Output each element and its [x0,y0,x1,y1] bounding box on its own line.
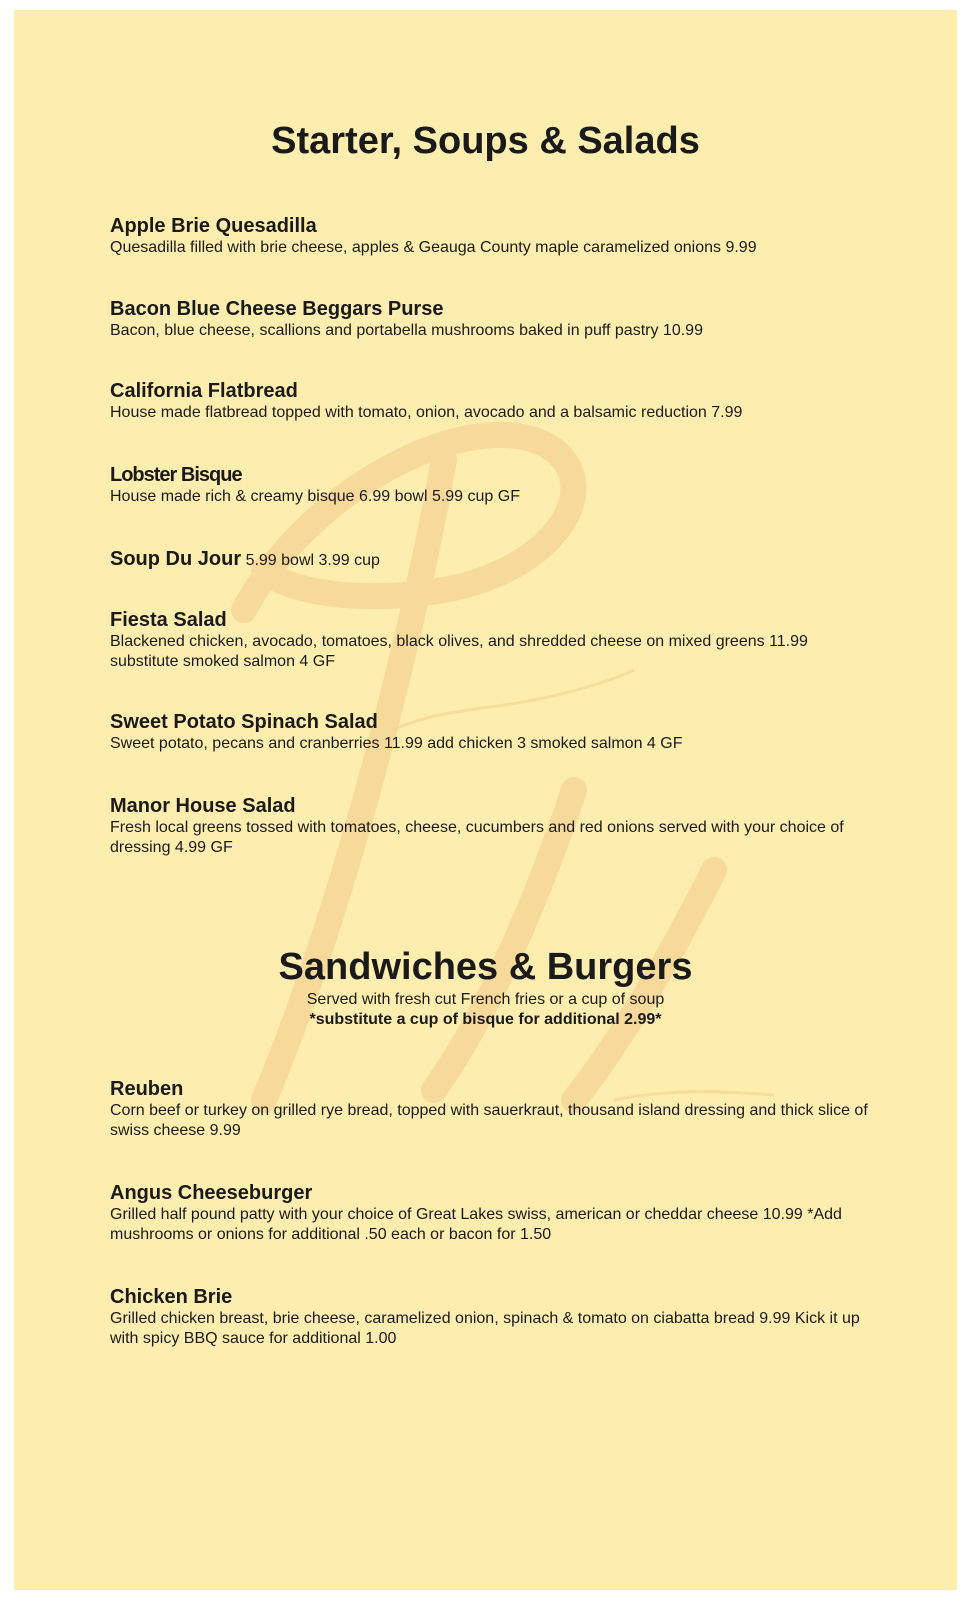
menu-item [110,297,870,341]
item-name: Manor House Salad [110,795,296,817]
item-name: California Flatbread [110,380,298,402]
menu-item [110,1181,870,1245]
menu-item [110,214,870,258]
item-name: Sweet Potato Spinach Salad [110,711,378,733]
item-name: Chicken Brie [110,1286,233,1308]
item-description: 5.99 bowl 3.99 cup [245,552,380,569]
item-name: Soup Du Jour [110,548,242,570]
menu-item [110,463,870,507]
item-description: Corn beef or turkey on grilled rye bread, topped with sauerkraut, thousand island dressing and thick slice of swiss cheese 9.99 [110,1102,868,1139]
menu-item [110,1077,870,1141]
section-title-sandwiches: Sandwiches & Burgers [278,946,693,988]
item-name: Angus Cheeseburger [110,1182,313,1204]
item-description: Blackened chicken, avocado, tomatoes, black olives, and shredded cheese on mixed greens 11.99 substitute smoked salmon 4 GF [110,633,808,670]
menu-item [110,1285,870,1349]
item-description: Fresh local greens tossed with tomatoes, cheese, cucumbers and red onions served with your choice of dressing 4.99 GF [110,819,844,856]
menu-item [110,608,870,672]
menu-item [110,379,870,423]
item-description: Bacon, blue cheese, scallions and portabella mushrooms baked in puff pastry 10.99 [110,322,703,339]
item-description: Sweet potato, pecans and cranberries 11.99 add chicken 3 smoked salmon 4 GF [110,735,683,752]
item-name: Fiesta Salad [110,609,227,631]
item-description: House made rich & creamy bisque 6.99 bowl 5.99 cup GF [110,488,520,505]
menu-page [14,10,957,1590]
item-description: House made flatbread topped with tomato, onion, avocado and a balsamic reduction 7.99 [110,404,743,421]
menu-item [110,710,870,754]
item-name: Reuben [110,1078,184,1100]
section-note: *substitute a cup of bisque for additional 2.99* [309,1011,662,1028]
item-description: Quesadilla filled with brie cheese, apples & Geauga County maple caramelized onions 9.99 [110,239,757,256]
menu-item [110,547,870,571]
section-title-starters: Starter, Soups & Salads [271,120,700,162]
item-description: Grilled chicken breast, brie cheese, caramelized onion, spinach & tomato on ciabatta bread 9.99 Kick it up with spicy BBQ sauce for additional 1.00 [110,1310,860,1347]
item-description: Grilled half pound patty with your choice of Great Lakes swiss, american or cheddar cheese 10.99 *Add mushrooms or onions for additional .50 each or bacon for 1.50 [110,1206,842,1243]
item-name: Bacon Blue Cheese Beggars Purse [110,298,444,320]
item-name: Lobster Bisque [110,464,242,486]
item-name: Apple Brie Quesadilla [110,215,317,237]
section-subtitle: Served with fresh cut French fries or a cup of soup [306,991,665,1008]
menu-item [110,794,870,858]
